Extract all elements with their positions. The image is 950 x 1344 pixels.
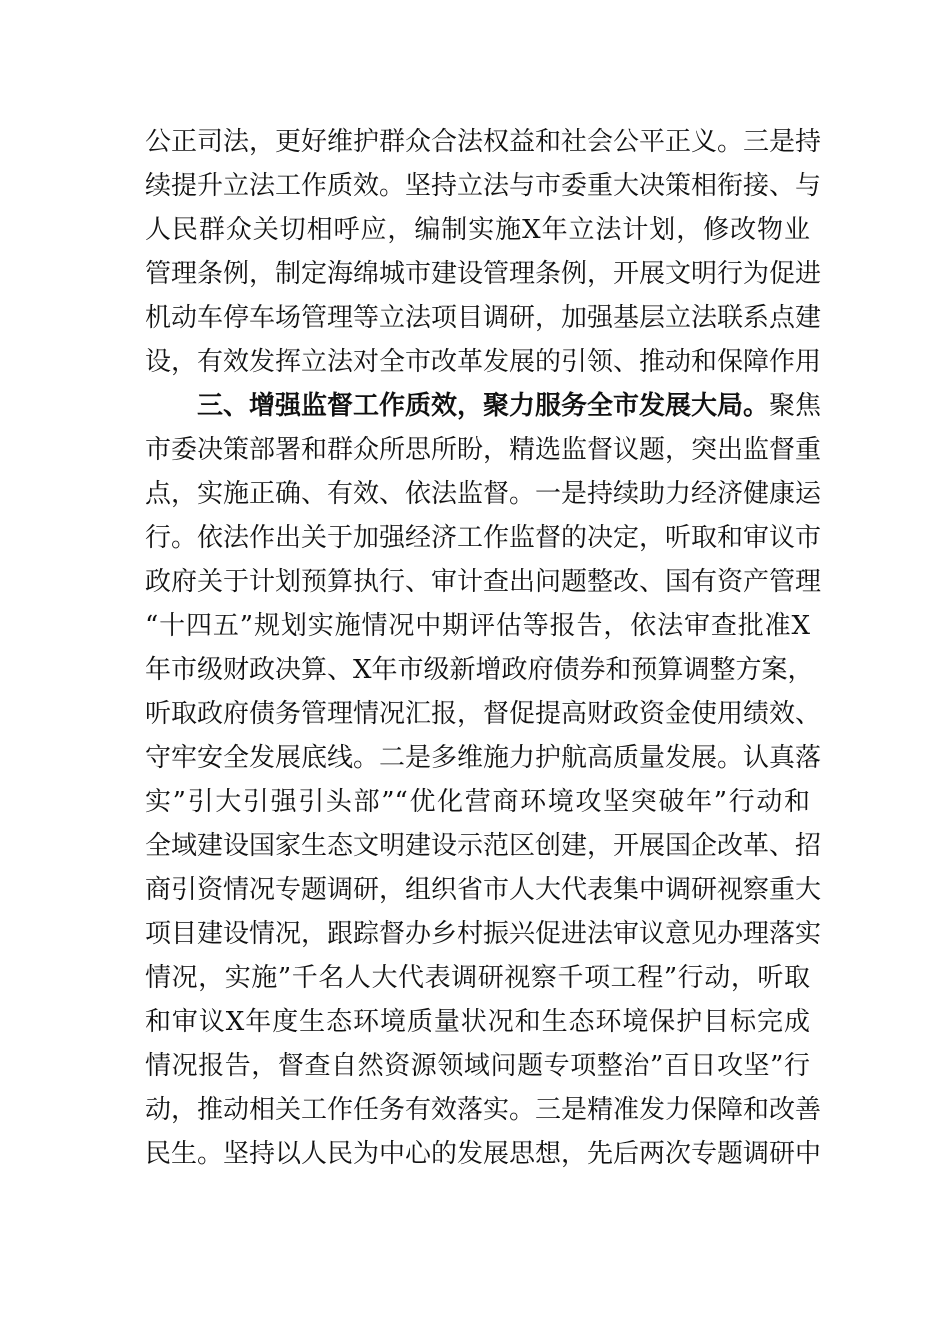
text-line: 续提升立法工作质效。坚持立法与市委重大决策相衔接、与 bbox=[145, 171, 822, 201]
text-line: 行。依法作出关于加强经济工作监督的决定，听取和审议市 bbox=[145, 523, 822, 553]
text-line: 设，有效发挥立法对全市改革发展的引领、推动和保障作用 bbox=[145, 347, 822, 377]
document-body bbox=[145, 120, 822, 1176]
text-line: 和审议X年度生态环境质量状况和生态环境保护目标完成 bbox=[145, 1007, 810, 1037]
text-line: 商引资情况专题调研，组织省市人大代表集中调研视察重大 bbox=[145, 875, 822, 905]
text-line: 民生。坚持以人民为中心的发展思想，先后两次专题调研中 bbox=[145, 1139, 822, 1169]
text-line: 人民群众关切相呼应，编制实施X年立法计划，修改物业 bbox=[145, 215, 810, 245]
text-line: 实”引大引强引头部”“优化营商环境攻坚突破年”行动和 bbox=[145, 787, 810, 817]
text-line: 情况，实施”千名人大代表调研视察千项工程”行动，听取 bbox=[145, 963, 810, 993]
text-line: 听取政府债务管理情况汇报，督促提高财政资金使用绩效、 bbox=[145, 699, 822, 729]
text-line: 全域建设国家生态文明建设示范区创建，开展国企改革、招 bbox=[145, 831, 822, 861]
text-line: 机动车停车场管理等立法项目调研，加强基层立法联系点建 bbox=[145, 303, 822, 333]
section-heading-line bbox=[145, 384, 822, 428]
text-line: 管理条例，制定海绵城市建设管理条例，开展文明行为促进 bbox=[145, 259, 822, 289]
text-line: 市委决策部署和群众所思所盼，精选监督议题，突出监督重 bbox=[145, 435, 822, 465]
text-line: 动，推动相关工作任务有效落实。三是精准发力保障和改善 bbox=[145, 1095, 822, 1125]
text-line: 守牢安全发展底线。二是多维施力护航高质量发展。认真落 bbox=[145, 743, 822, 773]
text-line: “十四五”规划实施情况中期评估等报告，依法审查批准X bbox=[145, 611, 810, 641]
section-heading-tail: 聚焦 bbox=[769, 391, 822, 421]
section-heading: 三、增强监督工作质效，聚力服务全市发展大局。 bbox=[197, 391, 770, 421]
text-line: 年市级财政决算、X年市级新增政府债券和预算调整方案， bbox=[145, 655, 814, 685]
text-line: 政府关于计划预算执行、审计查出问题整改、国有资产管理 bbox=[145, 567, 822, 597]
text-line: 项目建设情况，跟踪督办乡村振兴促进法审议意见办理落实 bbox=[145, 919, 822, 949]
text-line: 点，实施正确、有效、依法监督。一是持续助力经济健康运 bbox=[145, 479, 822, 509]
text-line: 公正司法，更好维护群众合法权益和社会公平正义。三是持 bbox=[145, 127, 822, 157]
text-line: 情况报告，督查自然资源领域问题专项整治”百日攻坚”行 bbox=[145, 1051, 810, 1081]
